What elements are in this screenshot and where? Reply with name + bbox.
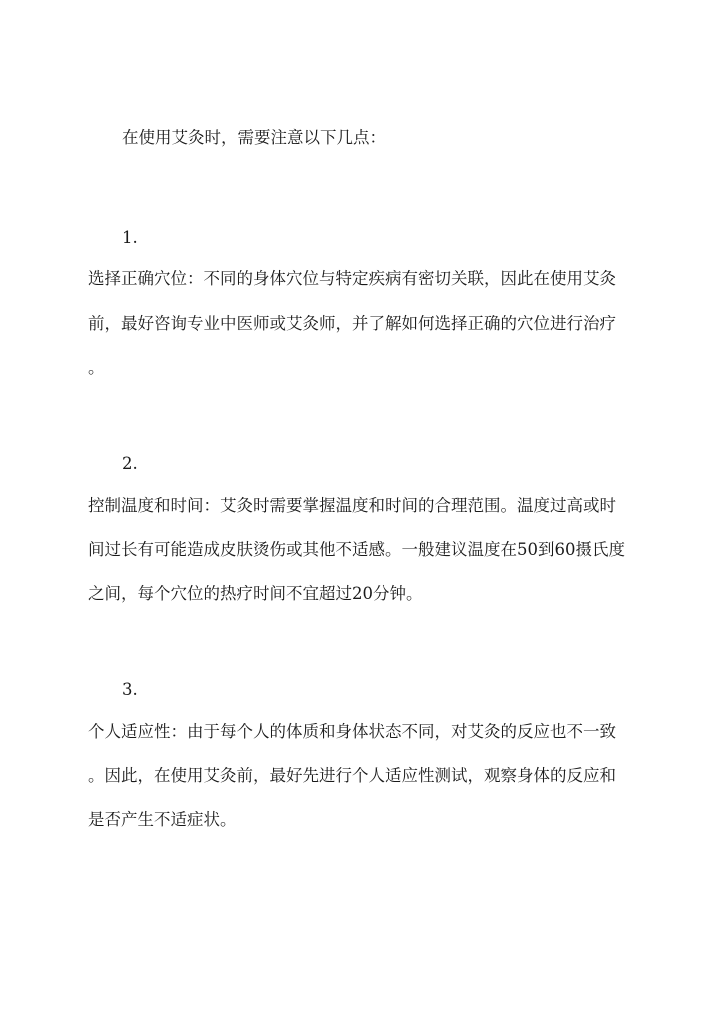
- intro-text: 在使用艾灸时，需要注意以下几点：: [122, 128, 386, 147]
- item-number: 1.: [122, 228, 138, 247]
- item-text-line: 控制温度和时间：艾灸时需要掌握温度和时间的合理范围。温度过高或时: [88, 496, 616, 515]
- item-number: 3.: [122, 680, 138, 699]
- item-text-line: 间过长有可能造成皮肤烫伤或其他不适感。一般建议温度在50到60摄氏度: [88, 540, 625, 559]
- item-text-line: 是否产生不适症状。: [88, 810, 237, 829]
- item-text-line: 前，最好咨询专业中医师或艾灸师，并了解如何选择正确的穴位进行治疗: [88, 314, 616, 333]
- item-text-line: 。因此，在使用艾灸前，最好先进行个人适应性测试，观察身体的反应和: [88, 766, 616, 785]
- item-text-line: 之间，每个穴位的热疗时间不宜超过20分钟。: [88, 584, 423, 603]
- item-text-line: 个人适应性：由于每个人的体质和身体状态不同，对艾灸的反应也不一致: [88, 722, 616, 741]
- item-text-line: 选择正确穴位：不同的身体穴位与特定疾病有密切关联，因此在使用艾灸: [88, 269, 616, 288]
- item-text-line: 。: [88, 358, 105, 377]
- item-number: 2.: [122, 454, 138, 473]
